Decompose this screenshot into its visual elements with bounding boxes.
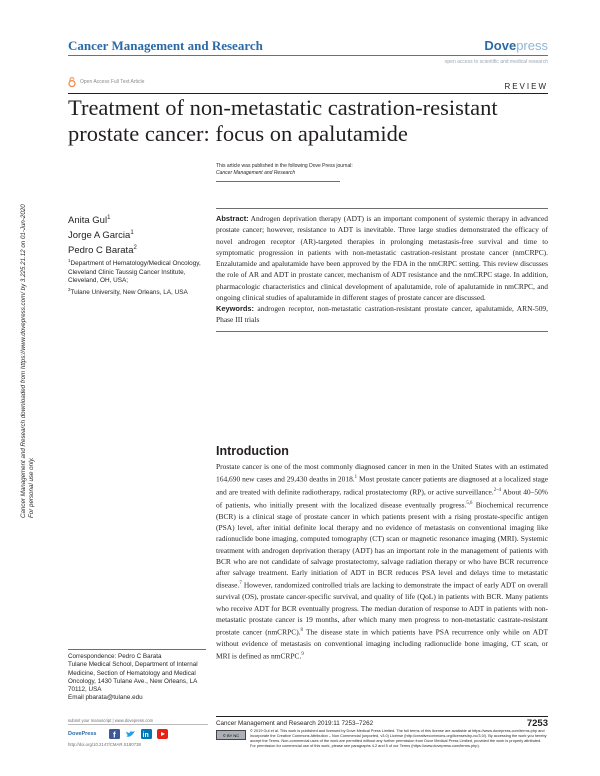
linkedin-icon[interactable] (141, 729, 152, 739)
affiliation-text: Department of Hematology/Medical Oncology, Cleveland Clinic Taussig Cancer Institute, Cleveland, OH, USA; (68, 260, 201, 285)
keywords-label: Keywords: (216, 304, 255, 313)
citation-ref[interactable]: 8 (300, 628, 303, 634)
affiliation-text: Tulane University, New Orleans, LA, USA (70, 289, 188, 297)
affiliation (68, 257, 206, 286)
publisher-tagline: open access to scientific and medical research (444, 59, 548, 65)
journal-name[interactable]: Cancer Management and Research (68, 38, 263, 53)
correspondence-email[interactable]: Email pbarata@tulane.edu (68, 694, 143, 702)
publication-note-line: This article was published in the following Dove Press journal: (216, 163, 353, 169)
author-name: Pedro C Barata (68, 245, 134, 257)
intro-text: About 40–50% of patients, who initially present with the localized disease eventually progress. (216, 487, 548, 510)
footer-rule (216, 716, 548, 717)
svg-text:in: in (142, 732, 149, 739)
intro-text: Biochemical recurrence (BCR) is a clinical stage of prostate cancer in which patients present with a rising prostate-specific antigen (PSA) level, after initial definite local therapy and no evidence of metastasis on conventional imaging like radionuclide bone imaging, computed tomography (CT) scan or magnetic resonance imaging (MRI). Systemic treatment with androgen deprivation therapy (ADT) has an important role in the management of patients with BCR who are not candidate of salvage prostatectomy, salvage radiation therapy or who have BCR recurrence after salvage treatment. Early initiation of ADT in BCR reduces PSA level and delays time to metastatic disease. (216, 500, 548, 590)
download-line: Cancer Management and Research downloaded from https://www.dovepress.com/ by 3.225.21.12 on 01-Jun-2020 (20, 204, 27, 518)
intro-text: However, randomized controlled trials are lacking to demonstrate the impact of early ADT on overall survival (OS), prostate cancer-specific survival, and quality of life (QoL) in patients with BCR. Many patients who receive ADT for BCR eventually progress. The median duration of response to ADT in patients with non-metastatic prostate cancer is 19 months, after which many men progress to non-metastatic castrate-resistant prostate cancer (nmCRPC). (216, 580, 548, 637)
open-access-label: Open Access Full Text Article (80, 79, 145, 85)
correspondence-label: Correspondence: Pedro C Barata (68, 653, 162, 660)
open-access-icon (68, 77, 76, 87)
author-name: Anita Gul (68, 215, 108, 227)
citation-ref[interactable]: 9 (301, 652, 304, 658)
affiliation (68, 286, 206, 298)
author (68, 242, 137, 257)
twitter-icon[interactable] (125, 729, 136, 739)
author (68, 227, 137, 242)
download-watermark (20, 148, 40, 518)
page-number: 7253 (526, 718, 548, 729)
affiliations (68, 257, 206, 298)
article-type-label: REVIEW (504, 82, 548, 91)
facebook-icon[interactable] (109, 729, 120, 739)
author-affil-ref: 1 (130, 230, 134, 237)
abstract-label: Abstract: (216, 214, 249, 223)
author-name: Jorge A Garcia (68, 230, 131, 242)
cc-license-badge[interactable]: © BY NC (216, 730, 246, 740)
article-title: Treatment of non-metastatic castration-resistant prostate cancer: focus on apalutamide (68, 95, 498, 146)
intro-text: The disease state in which patients have PSA recurrence only while on ADT without evidence of metastasis on conventional imaging including radionuclide bone imaging, CT scan, or MRI is defined as nmCRPC. (216, 627, 548, 661)
logo-dove-text: Dove (484, 38, 517, 53)
abstract-text: Androgen deprivation therapy (ADT) is an important component of systemic therapy in advanced prostate cancer; however, resistance to ADT is inevitable. Three large studies demonstrated the efficacy of novel androgen receptor (AR)-targeted therapies in prolonging metastasis-free survival and time to symptomatic progression in patients with non-metastatic castration-resistant prostate cancer (nmCRPC). Enzalutamide and apalutamide have been approved by the FDA in the nmCRPC setting. This review discusses the role of AR and ADT in prostate cancer, mechanism of ADT resistance and the nmCRPC stage. In addition, pharmacologic characteristics and clinical development of apalutamide, role of apalutamide in nmCRPC, and ongoing clinical studies of apalutamide in different stages of prostate cancer are discussed. (216, 214, 548, 302)
logo-press-text: press (516, 38, 548, 53)
publication-note-rule (216, 181, 340, 182)
open-access-row (68, 77, 144, 87)
keywords-paragraph (216, 303, 548, 326)
citation-ref[interactable]: 2–4 (493, 488, 501, 494)
submit-manuscript-link[interactable]: submit your manuscript | www.dovepress.com (68, 718, 208, 725)
author (68, 212, 137, 227)
affiliation-number: 1 (68, 258, 71, 263)
affiliation-number: 2 (68, 286, 71, 292)
author-affil-ref: 2 (133, 245, 137, 252)
citation-ref[interactable]: 5,6 (466, 500, 473, 506)
footer-left (68, 718, 208, 747)
correspondence-rule (68, 649, 206, 650)
correspondence-address: Tulane Medical School, Department of Internal Medicine, Section of Hematology and Medical Oncology, 1430 Tulane Ave., New Orleans, LA 70112, USA (68, 661, 198, 694)
download-watermark-text (20, 148, 36, 518)
correspondence-block (68, 653, 208, 703)
publication-note (216, 163, 353, 177)
social-row (68, 729, 208, 739)
svg-text:f: f (113, 730, 116, 739)
license-text: © 2019 Gul et al. This work is published and licensed by Dove Medical Press Limited. The full terms of this license are available at https://www.dovepress.com/terms.php and incorporate the Creative Commons Attribution – Non Commercial (unported, v3.0) License (http://creativecommons.org/licenses/by-nc/3.0/). By accessing the work you hereby accept the Terms. Non-commercial uses of the work are permitted without any further permission from Dove Medical Press Limited, provided the work is properly attributed. For permission for commercial use of this work, please see paragraphs 4.2 and 5 of our Terms (https://www.dovepress.com/terms.php). (250, 729, 547, 748)
title-rule (68, 93, 548, 94)
author-affil-ref: 1 (107, 215, 111, 221)
introduction-body (216, 461, 548, 713)
citation-line: Cancer Management and Research 2019:11 7253–7262 (216, 720, 374, 727)
citation-ref[interactable]: 7 (239, 581, 242, 587)
citation-ref[interactable]: 1 (354, 475, 358, 481)
header-rule (68, 55, 548, 56)
dovepress-small-logo[interactable]: DovePress (68, 731, 97, 737)
doi-link[interactable]: http://doi.org/10.2147/CMAR.S180738 (68, 742, 141, 747)
publication-note-journal[interactable]: Cancer Management and Research (216, 170, 296, 176)
intro-text: Prostate cancer is one of the most commonly diagnosed cancer in men in the United States with an estimated 164,690 new cases and 29,430 deaths in 2018. (216, 462, 548, 484)
abstract-box (216, 208, 548, 332)
dovepress-logo[interactable] (484, 38, 548, 53)
personal-use-line: For personal use only. (28, 457, 35, 518)
youtube-icon[interactable] (157, 729, 168, 739)
keywords-text: androgen receptor, non-metastatic castration-resistant prostate cancer, apalutamide, ARN-509, Phase III trials (216, 304, 549, 325)
intro-text: Most prostate cancer patients are diagnosed at a localized stage and are treated with definite radiotherapy, radical prostatectomy (RP), or active surveillance. (216, 474, 548, 497)
introduction-heading: Introduction (216, 444, 289, 458)
abstract-paragraph (216, 213, 548, 303)
author-list (68, 212, 137, 257)
